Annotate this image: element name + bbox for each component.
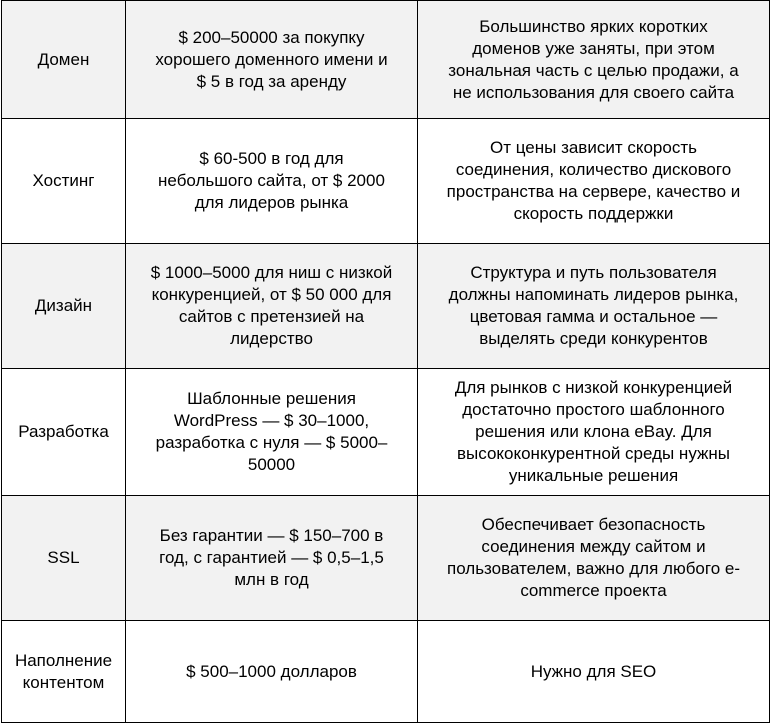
cost-cell [126, 621, 418, 723]
note-line: высококонкурентной среды нужны [457, 444, 730, 463]
item-line: SSL [47, 548, 80, 567]
note-line: Структура и путь пользователя [470, 263, 717, 282]
note-line: цветовая гамма и остальное — [469, 307, 718, 326]
cost-cell [126, 496, 418, 621]
item-cell [2, 244, 126, 369]
cost-cell [126, 1, 418, 119]
cost-line: небольшого сайта, от $ 2000 [158, 171, 385, 190]
cost-line: лидерство [230, 329, 313, 348]
note-line: достаточно простого шаблонного [462, 400, 725, 419]
cost-line: хорошего доменного имени и [155, 49, 388, 69]
item-cell [2, 1, 126, 119]
cost-line: Шаблонные решения [187, 389, 356, 408]
cost-cell [126, 119, 418, 244]
note-line: соединения, количество дискового [455, 160, 732, 179]
note-line: Нужно для SEO [530, 661, 657, 681]
table-row-content [2, 621, 770, 723]
note-line: commerce проекта [520, 581, 667, 600]
note-cell [418, 369, 770, 496]
table-row-domain [2, 1, 770, 119]
cost-line: млн в год [234, 570, 309, 589]
cost-table [1, 0, 770, 723]
note-line: пространства на сервере, качество и [446, 182, 741, 201]
note-line: скорость поддержки [513, 204, 674, 223]
item-line: контентом [22, 672, 105, 692]
note-cell [418, 496, 770, 621]
note-line: От цены зависит скорость [490, 138, 697, 157]
note-line: пользователем, важно для любого e- [446, 559, 741, 578]
cost-line: Без гарантии — $ 150–700 в [159, 526, 384, 545]
item-line: Хостинг [32, 171, 95, 190]
cost-line: $ 1000–5000 для ниш с низкой [150, 263, 393, 282]
table-row-design [2, 244, 770, 369]
item-cell [2, 369, 126, 496]
note-line: должны напоминать лидеров рынка, [448, 285, 739, 304]
cost-line: разработка с нуля — $ 5000– [155, 433, 388, 452]
note-line: выделять среди конкурентов [479, 329, 708, 348]
table-row-ssl [2, 496, 770, 621]
note-line: решения или клона eBay. Для [475, 422, 712, 441]
note-cell [418, 621, 770, 723]
item-line: Домен [37, 49, 90, 69]
cost-line: год, с гарантией — $ 0,5–1,5 [159, 548, 384, 567]
cost-line: сайтов с претензией на [178, 307, 365, 326]
table-row-development [2, 369, 770, 496]
note-line: зональная часть с целью продажи, а [448, 60, 739, 80]
note-line: Обеспечивает безопасность [481, 515, 706, 534]
note-line: соединения между сайтом и [481, 537, 706, 556]
cost-line: конкуренцией, от $ 50 000 для [151, 285, 392, 304]
cost-line: для лидеров рынка [194, 193, 349, 212]
cost-line: WordPress — $ 30–1000, [173, 411, 370, 430]
note-cell [418, 1, 770, 119]
note-cell [418, 244, 770, 369]
item-line: Разработка [18, 422, 109, 441]
note-line: доменов уже заняты, при этом [472, 38, 715, 58]
cost-line: 50000 [247, 455, 296, 474]
item-line: Наполнение [14, 650, 113, 670]
note-line: Для рынков с низкой конкуренцией [454, 378, 733, 397]
note-cell [418, 119, 770, 244]
table-row-hosting [2, 119, 770, 244]
cost-line: $ 60-500 в год для [199, 149, 344, 168]
item-cell [2, 621, 126, 723]
note-line: уникальные решения [508, 466, 679, 485]
item-line: Дизайн [34, 296, 93, 315]
item-cell [2, 496, 126, 621]
cost-cell [126, 369, 418, 496]
cost-cell [126, 244, 418, 369]
cost-line: $ 500–1000 долларов [186, 661, 357, 681]
note-line: Большинство ярких коротких [479, 16, 708, 36]
item-cell [2, 119, 126, 244]
cost-line: $ 200–50000 за покупку [178, 27, 365, 47]
cost-line: $ 5 в год за аренду [196, 71, 347, 91]
note-line: не использования для своего сайта [452, 82, 735, 102]
